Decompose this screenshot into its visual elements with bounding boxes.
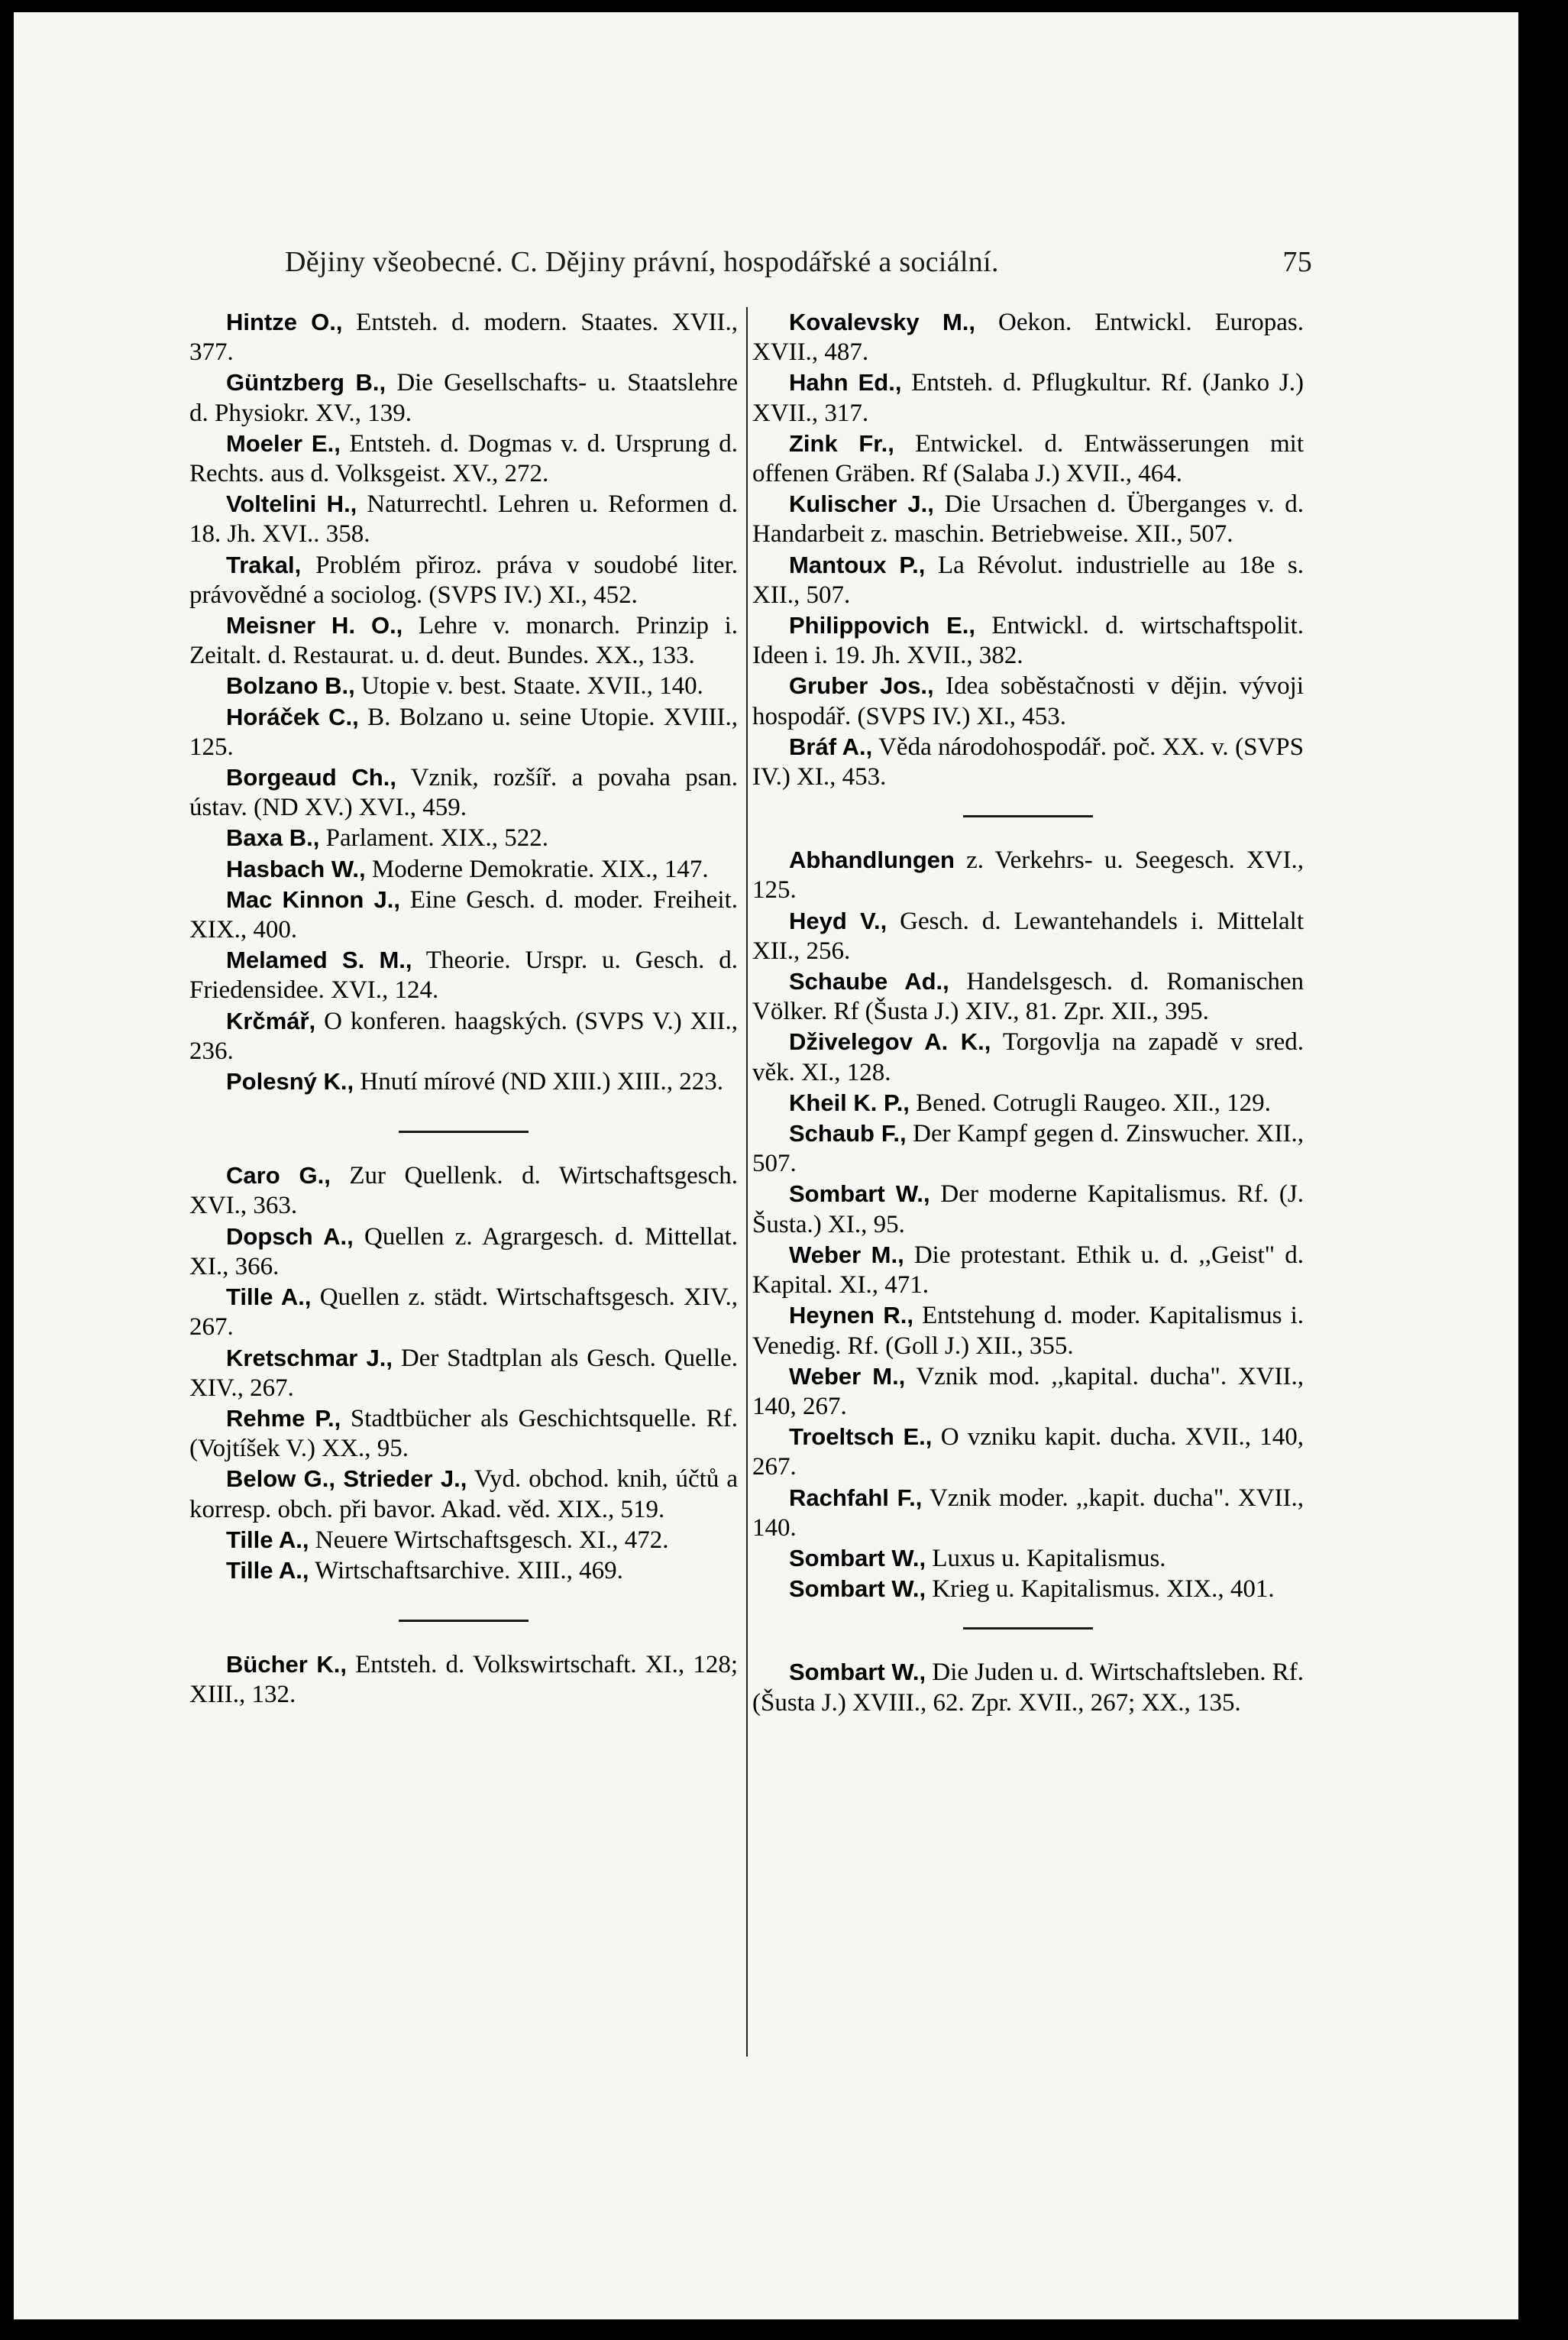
- entry-text: z. Verkehrs- u. Seegesch. XVI., 125.: [752, 846, 1304, 905]
- section-separator: [399, 1131, 529, 1133]
- bibliography-entry: [189, 762, 738, 823]
- bibliography-entry: [189, 1222, 738, 1282]
- entry-text: Quellen z. städt. Wirtschaftsgesch. XIV., 267.: [189, 1283, 738, 1342]
- entry-text: Eine Gesch. d. moder. Freiheit. XIX., 400.: [189, 885, 738, 944]
- bibliography-entry: [189, 1282, 738, 1342]
- entry-text: Idea soběstačnosti v dějin. vývoji hospodář. (SVPS IV.) XI., 453.: [752, 672, 1305, 730]
- entry-author: Bücher K.,: [226, 1651, 347, 1678]
- entry-text: Entstehung d. moder. Kapitalismus i. Venedig. Rf. (Goll J.) XII., 355.: [752, 1302, 1304, 1360]
- entry-author: Weber M.,: [789, 1362, 906, 1390]
- bibliography-entry: [189, 945, 738, 1005]
- entry-author: Voltelini H.,: [226, 490, 357, 518]
- entry-author: Troeltsch E.,: [789, 1423, 933, 1451]
- entry-author: Baxa B.,: [226, 824, 320, 852]
- entry-text: Utopie v. best. Staate. XVII., 140.: [354, 672, 703, 701]
- page-number: 75: [1282, 246, 1312, 278]
- entry-author: Bolzano B.,: [226, 672, 355, 700]
- bibliography-entry: [189, 429, 738, 489]
- entry-author: Kretschmar J.,: [226, 1344, 393, 1371]
- bibliography-entry: [752, 1300, 1304, 1361]
- entry-text: Die Juden u. d. Wirtschaftsleben. Rf. (Šusta J.) XVIII., 62. Zpr. XVII., 267; XX., 135.: [752, 1659, 1304, 1717]
- bibliography-entry: [752, 906, 1304, 966]
- bibliography-entry: [752, 610, 1304, 671]
- bibliography-entry: [189, 1649, 738, 1710]
- entry-text: Der moderne Kapitalismus. Rf. (J. Šusta.) XI., 95.: [752, 1180, 1304, 1238]
- bibliography-entry: [752, 367, 1304, 428]
- entry-author: Sombart W.,: [789, 1180, 930, 1208]
- bibliography-entry: [752, 671, 1304, 731]
- bibliography-entry: [189, 885, 738, 945]
- left-column: [189, 307, 738, 1710]
- entry-author: Mantoux P.,: [789, 551, 926, 578]
- entry-author: Meisner H. O.,: [226, 612, 403, 639]
- entry-text: Wirtschaftsarchive. XIII., 469.: [309, 1556, 623, 1584]
- bibliography-entry: [189, 1160, 738, 1221]
- entry-author: Tille A.,: [226, 1283, 312, 1311]
- bibliography-entry: [189, 823, 738, 853]
- bibliography-entry: [752, 1543, 1304, 1574]
- entry-author: Kheil K. P.,: [789, 1089, 910, 1116]
- bibliography-entry: [189, 1525, 738, 1555]
- entry-text: Entsteh. d. modern. Staates. XVII., 377.: [189, 309, 738, 367]
- entry-text: Die protestant. Ethik u. d. ,,Geist" d. Kapital. XI., 471.: [752, 1241, 1304, 1299]
- entry-text: Die Ursachen d. Überganges v. d. Handarbeit z. maschin. Betriebweise. XII., 507.: [752, 490, 1304, 549]
- entry-author: Krčmář,: [226, 1007, 316, 1034]
- entry-text: Vznik, rozšíř. a povaha psan. ústav. (ND XV.) XVI., 459.: [189, 764, 738, 822]
- entry-author: Tille A.,: [226, 1556, 309, 1584]
- entry-author: Trakal,: [226, 551, 302, 578]
- entry-text: Torgovlja na zapadě v sred. věk. XI., 128.: [752, 1028, 1304, 1086]
- bibliography-entry: [189, 307, 738, 367]
- entry-author: Rehme P.,: [226, 1404, 341, 1432]
- entry-author: Kulischer J.,: [789, 490, 934, 518]
- entry-author: Hintze O.,: [226, 309, 343, 335]
- entry-author: Sombart W.,: [789, 1575, 926, 1603]
- bibliography-entry: [752, 307, 1304, 367]
- entry-author: Borgeaud Ch.,: [226, 764, 396, 791]
- bibliography-entry: [752, 1088, 1304, 1118]
- entry-author: Dopsch A.,: [226, 1222, 354, 1250]
- entry-text: La Révolut. industrielle au 18e s. XII., 507.: [752, 551, 1304, 609]
- bibliography-entry: [189, 671, 738, 701]
- entry-author: Bráf A.,: [789, 733, 873, 760]
- bibliography-entry: [752, 550, 1304, 610]
- bibliography-entry: [189, 1343, 738, 1403]
- bibliography-entry: [752, 1422, 1304, 1482]
- entry-text: Die Gesellschafts- u. Staatslehre d. Physiokr. XV., 139.: [189, 369, 738, 427]
- entry-author: Philippovich E.,: [789, 612, 975, 639]
- entry-text: Entwickl. d. wirtschaftspolit. Ideen i. 19. Jh. XVII., 382.: [752, 612, 1304, 670]
- entry-author: Tille A.,: [226, 1526, 309, 1553]
- entry-author: Sombart W.,: [789, 1544, 926, 1571]
- entry-author: Hasbach W.,: [226, 855, 366, 882]
- entry-text: Vznik moder. ,,kapit. ducha". XVII., 140.: [752, 1484, 1304, 1542]
- entry-text: Neuere Wirtschaftsgesch. XI., 472.: [309, 1526, 669, 1554]
- entry-author: Caro G.,: [226, 1162, 331, 1189]
- entry-author: Horáček C.,: [226, 703, 359, 730]
- entry-text: Hnutí mírové (ND XIII.) XIII., 223.: [354, 1068, 723, 1096]
- bibliography-entry: [189, 1066, 738, 1097]
- entry-text: Lehre v. monarch. Prinzip i. Zeitalt. d. Restaurat. u. d. deut. Bundes. XX., 133.: [189, 612, 738, 670]
- running-title: Dějiny všeobecné. C. Dějiny právní, hospodářské a sociální.: [285, 246, 999, 278]
- entry-text: Parlament. XIX., 522.: [319, 824, 549, 853]
- entry-author: Polesný K.,: [226, 1068, 354, 1096]
- entry-text: Der Stadtplan als Gesch. Quelle. XIV., 267.: [189, 1344, 738, 1402]
- bibliography-entry: [752, 1574, 1304, 1604]
- bibliography-entry: [189, 1555, 738, 1586]
- bibliography-entry: [752, 1657, 1304, 1717]
- entry-author: Below G., Strieder J.,: [226, 1465, 467, 1493]
- bibliography-entry: [752, 1361, 1304, 1422]
- entry-text: Gesch. d. Lewantehandels i. Mittelalt XII., 256.: [752, 907, 1304, 965]
- entry-author: Hahn Ed.,: [789, 369, 902, 396]
- entry-text: Entsteh. d. Pflugkultur. Rf. (Janko J.) XVII., 317.: [752, 369, 1304, 427]
- bibliography-entry: [752, 1240, 1304, 1300]
- entry-author: Zink Fr.,: [789, 429, 894, 457]
- bibliography-entry: [189, 702, 738, 762]
- entry-author: Schaub F.,: [789, 1120, 907, 1147]
- entry-text: Stadtbücher als Geschichtsquelle. Rf. (Vojtíšek V.) XX., 95.: [189, 1404, 739, 1463]
- entry-text: Luxus u. Kapitalismus.: [926, 1544, 1166, 1572]
- entry-author: Gruber Jos.,: [789, 672, 934, 700]
- entry-text: B. Bolzano u. seine Utopie. XVIII., 125.: [189, 703, 738, 761]
- running-header: [285, 245, 1312, 279]
- entry-author: Weber M.,: [789, 1241, 904, 1268]
- entry-author: Melamed S. M.,: [226, 947, 412, 974]
- right-column: [752, 307, 1304, 1718]
- bibliography-entry: [752, 1118, 1304, 1179]
- entry-text: Vyd. obchod. knih, účtů a korresp. obch. při bavor. Akad. věd. XIX., 519.: [189, 1465, 738, 1523]
- entry-text: Vznik mod. ,,kapital. ducha". XVII., 140, 267.: [752, 1362, 1304, 1420]
- entry-author: Güntzberg B.,: [226, 369, 386, 396]
- bibliography-entry: [752, 429, 1304, 489]
- bibliography-entry: [189, 489, 738, 549]
- section-separator: [963, 815, 1093, 817]
- section-separator: [963, 1627, 1093, 1630]
- entry-author: Dživelegov A. K.,: [789, 1028, 991, 1056]
- entry-text: Bened. Cotrugli Raugeo. XII., 129.: [909, 1089, 1271, 1117]
- entry-text: Entwickel. d. Entwässerungen mit offenen Gräben. Rf (Salaba J.) XVII., 464.: [752, 429, 1304, 488]
- bibliography-entry: [189, 854, 738, 885]
- entry-author: Schaube Ad.,: [789, 968, 949, 995]
- bibliography-entry: [752, 1483, 1304, 1543]
- bibliography-entry: [189, 1006, 738, 1066]
- entry-text: Problém přiroz. práva v soudobé liter. právovědné a sociolog. (SVPS IV.) XI., 452.: [189, 551, 738, 609]
- bibliography-entry: [752, 732, 1304, 792]
- bibliography-entry: [752, 489, 1304, 549]
- bibliography-entry: [752, 845, 1304, 905]
- bibliography-entry: [752, 1027, 1304, 1087]
- entry-text: Theorie. Urspr. u. Gesch. d. Friedensidee. XVI., 124.: [189, 947, 738, 1005]
- entry-author: Mac Kinnon J.,: [226, 885, 401, 913]
- entry-text: Zur Quellenk. d. Wirtschaftsgesch. XVI., 363.: [189, 1162, 738, 1220]
- bibliography-entry: [189, 1403, 738, 1464]
- entry-text: Věda národohospodář. poč. XX. v. (SVPS IV.) XI., 453.: [752, 733, 1304, 791]
- section-separator: [399, 1620, 529, 1622]
- entry-text: Entsteh. d. Volkswirtschaft. XI., 128; XIII., 132.: [189, 1651, 739, 1709]
- bibliography-entry: [189, 550, 738, 610]
- entry-text: Naturrechtl. Lehren u. Reformen d. 18. Jh. XVI.. 358.: [189, 490, 738, 549]
- entry-text: O vzniku kapit. ducha. XVII., 140, 267.: [752, 1423, 1304, 1481]
- entry-author: Heyd V.,: [789, 907, 887, 934]
- entry-text: Moderne Demokratie. XIX., 147.: [365, 855, 709, 883]
- entry-author: Moeler E.,: [226, 429, 341, 457]
- bibliography-entry: [752, 966, 1304, 1027]
- entry-text: Krieg u. Kapitalismus. XIX., 401.: [926, 1575, 1275, 1604]
- column-divider: [746, 307, 748, 2057]
- entry-author: Heynen R.,: [789, 1302, 914, 1329]
- entry-author: Abhandlungen: [789, 846, 955, 874]
- entry-text: O konferen. haagských. (SVPS V.) XII., 236.: [189, 1007, 738, 1065]
- bibliography-entry: [189, 610, 738, 671]
- bibliography-entry: [752, 1179, 1304, 1239]
- entry-text: Entsteh. d. Dogmas v. d. Ursprung d. Rechts. aus d. Volksgeist. XV., 272.: [189, 429, 739, 488]
- entry-text: Der Kampf gegen d. Zinswucher. XII., 507.: [752, 1120, 1304, 1178]
- entry-text: Quellen z. Agrargesch. d. Mittellat. XI., 366.: [189, 1222, 738, 1280]
- bibliography-entry: [189, 1464, 738, 1524]
- entry-author: Sombart W.,: [789, 1659, 926, 1686]
- entry-text: Handelsgesch. d. Romanischen Völker. Rf (Šusta J.) XIV., 81. Zpr. XII., 395.: [752, 968, 1304, 1026]
- entry-author: Kovalevsky M.,: [789, 309, 976, 335]
- entry-text: Oekon. Entwickl. Europas. XVII., 487.: [752, 309, 1304, 367]
- bibliography-entry: [189, 367, 738, 428]
- entry-author: Rachfahl F.,: [789, 1484, 923, 1511]
